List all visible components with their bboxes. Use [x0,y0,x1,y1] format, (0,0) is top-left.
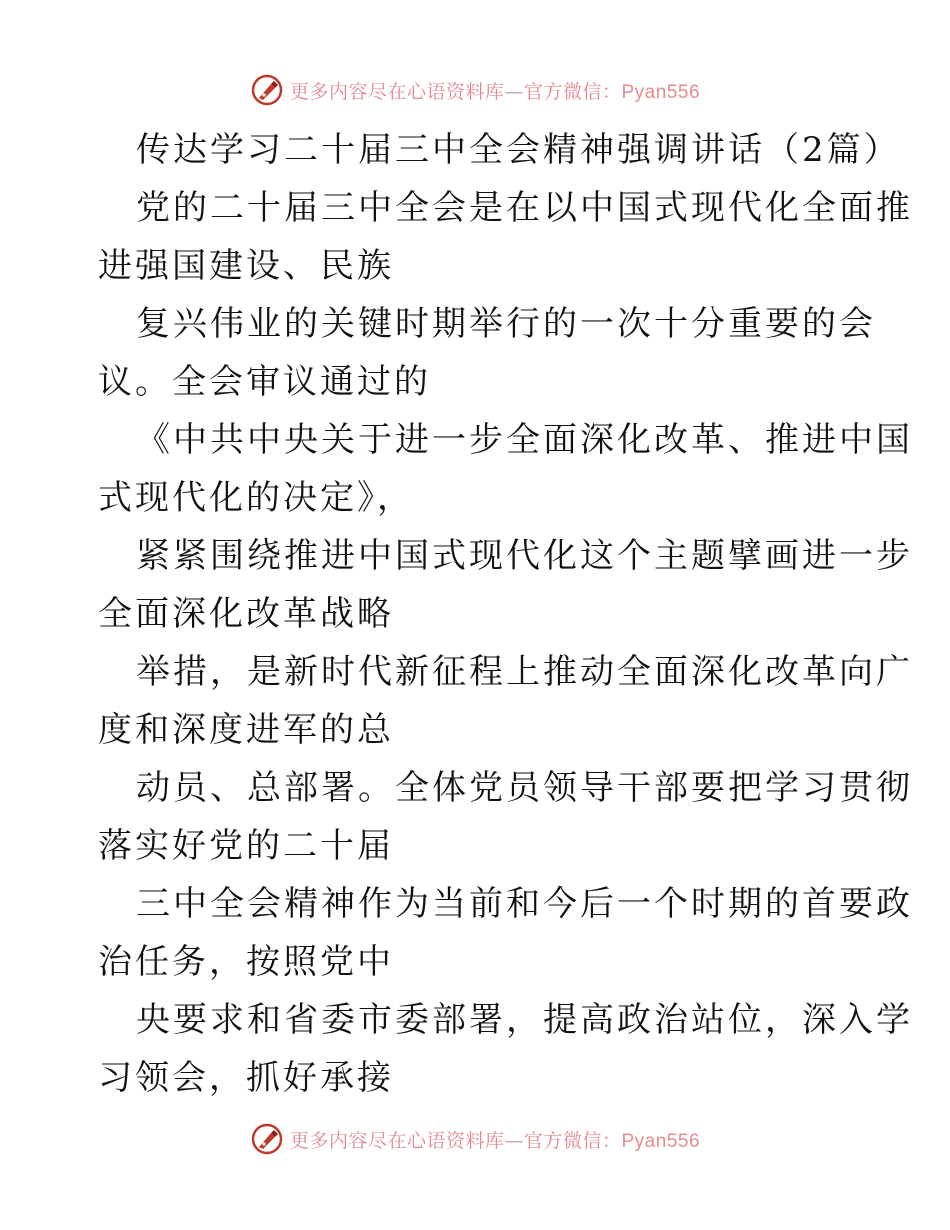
body-line: 进强国建设、民族 [98,246,394,286]
body-line: 《中共中央关于进一步全面深化改革、推进中国 [136,420,913,460]
body-line: 度和深度进军的总 [98,710,394,750]
watermark-wechat-label: 官方微信： [523,1129,622,1152]
body-line: 动员、总部署。全体党员领导干部要把学习贯彻 [136,768,913,808]
watermark-wechat-label: 官方微信： [523,80,622,103]
document-title: 传达学习二十届三中全会精神强调讲话（2篇） [136,130,901,170]
footer-watermark-text [290,1126,700,1153]
watermark-handle: Pyan556 [621,1130,701,1152]
body-line: 议。全会审议通过的 [98,362,431,402]
body-line: 式现代化的决定》， [98,478,414,518]
body-line: 紧紧围绕推进中国式现代化这个主题擘画进一步 [136,536,913,576]
pen-nib-logo-icon [250,1122,284,1156]
watermark-main-text: 更多内容尽在心语资料库 [289,1129,505,1152]
pen-nib-logo-icon [250,73,284,107]
watermark-main-text: 更多内容尽在心语资料库 [289,80,505,103]
body-line: 三中全会精神作为当前和今后一个时期的首要政 [136,884,913,924]
watermark-handle: Pyan556 [621,81,701,103]
body-line: 习领会，抓好承接 [98,1058,394,1098]
body-line: 落实好党的二十届 [98,826,394,866]
body-line: 举措，是新时代新征程上推动全面深化改革向广 [136,652,913,692]
body-line: 治任务，按照党中 [98,942,394,982]
footer-watermark-banner [0,1117,950,1161]
header-watermark-text [290,77,700,104]
body-line: 复兴伟业的关键时期举行的一次十分重要的会 [136,304,876,344]
watermark-dash: — [504,1129,524,1152]
watermark-dash: — [504,80,524,103]
body-line: 党的二十届三中全会是在以中国式现代化全面推 [136,188,913,228]
body-line: 央要求和省委市委部署，提高政治站位，深入学 [136,1000,913,1040]
header-watermark-banner [0,68,950,112]
body-line: 全面深化改革战略 [98,594,394,634]
